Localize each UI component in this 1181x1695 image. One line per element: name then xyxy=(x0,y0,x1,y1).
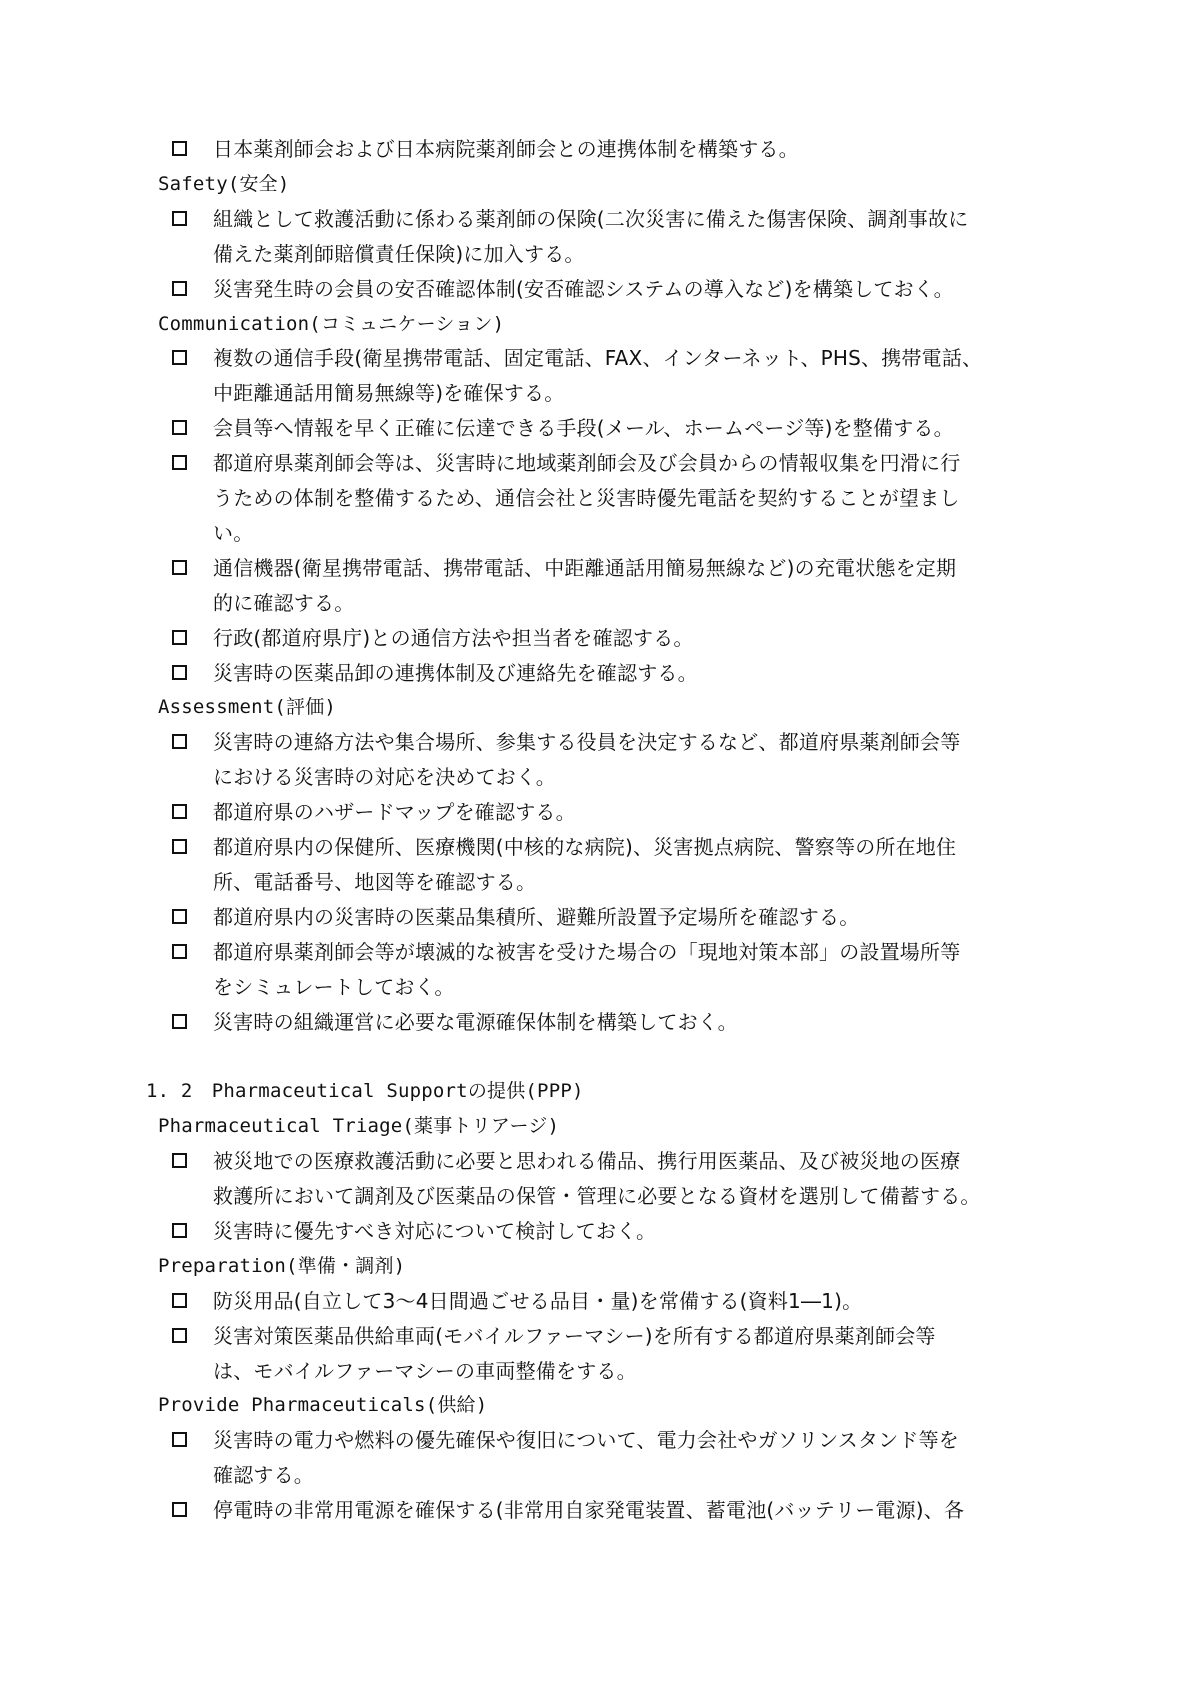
checkbox-icon[interactable] xyxy=(172,944,187,959)
checkbox-icon[interactable] xyxy=(172,560,187,575)
checklist-item-continuation: うための体制を整備するため、通信会社と災害時優先電話を契約することが望まし xyxy=(213,486,960,510)
checklist-item-text: 災害対策医薬品供給車両(モバイルファーマシー)を所有する都道府県薬剤師会等 xyxy=(213,1323,936,1348)
checkbox-icon[interactable] xyxy=(172,1153,187,1168)
checklist-item-text: 組織として救護活動に係わる薬剤師の保険(二次災害に備えた傷害保険、調剤事故に xyxy=(213,206,969,231)
subsection-heading: Safety(安全) xyxy=(158,172,290,195)
checklist-item-text: 被災地での医療救護活動に必要と思われる備品、携行用医薬品、及び被災地の医療 xyxy=(213,1149,961,1174)
checklist-item-text: 日本薬剤師会および日本病院薬剤師会との連携体制を構築する。 xyxy=(213,137,799,161)
checklist-item-text: 防災用品(自立して3～4日間過ごせる品目・量)を常備する(資料1―1)。 xyxy=(213,1288,863,1313)
checklist-item-text: 都道府県薬剤師会等は、災害時に地域薬剤師会及び会員からの情報収集を円滑に行 xyxy=(213,451,961,476)
checkbox-icon[interactable] xyxy=(172,734,187,749)
checklist-item-continuation: 救護所において調剤及び医薬品の保管・管理に必要となる資材を選別して備蓄する。 xyxy=(213,1184,981,1208)
checklist-item-text: 停電時の非常用電源を確保する(非常用自家発電装置、蓄電池(バッテリー電源)、各 xyxy=(213,1498,965,1523)
checklist-item-continuation: 的に確認する。 xyxy=(213,590,355,615)
checklist-item-continuation: い。 xyxy=(213,520,254,545)
checklist-item-text: 複数の通信手段(衛星携帯電話、固定電話、FAX、インターネット、PHS、携帯電話、 xyxy=(213,346,983,371)
subsection-heading: Preparation(準備・調剤) xyxy=(158,1254,406,1277)
checkbox-icon[interactable] xyxy=(172,804,187,819)
checklist-item-continuation: 中距離通話用簡易無線等)を確保する。 xyxy=(213,381,565,406)
checklist-item-continuation: 備えた薬剤師賠償責任保険)に加入する。 xyxy=(213,241,585,266)
subsection-heading: Provide Pharmaceuticals(供給) xyxy=(158,1394,488,1417)
checklist-item-text: 会員等へ情報を早く正確に伝達できる手段(メール、ホームページ等)を整備する。 xyxy=(213,416,954,441)
checkbox-icon[interactable] xyxy=(172,909,187,924)
checkbox-icon[interactable] xyxy=(172,211,187,226)
checkbox-icon[interactable] xyxy=(172,1432,187,1447)
checklist-item-text: 災害発生時の会員の安否確認体制(安否確認システムの導入など)を構築しておく。 xyxy=(213,276,954,301)
checklist-item-continuation: 確認する。 xyxy=(213,1463,314,1488)
checklist-item-text: 都道府県内の災害時の医薬品集積所、避難所設置予定場所を確認する。 xyxy=(213,904,860,929)
checklist-item-text: 都道府県のハザードマップを確認する。 xyxy=(213,800,576,825)
subsection-heading: Communication(コミュニケーション) xyxy=(158,312,505,335)
checkbox-icon[interactable] xyxy=(172,455,187,470)
checklist-item-continuation: 所、電話番号、地図等を確認する。 xyxy=(213,869,537,894)
checkbox-icon[interactable] xyxy=(172,1293,187,1308)
checklist-item-text: 行政(都道府県庁)との通信方法や担当者を確認する。 xyxy=(213,625,694,650)
checklist-item-text: 災害時の電力や燃料の優先確保や復旧について、電力会社やガソリンスタンド等を xyxy=(213,1428,959,1453)
checklist-item-text: 災害時の組織運営に必要な電源確保体制を構築しておく。 xyxy=(213,1009,738,1034)
checkbox-icon[interactable] xyxy=(172,141,187,156)
checkbox-icon[interactable] xyxy=(172,1502,187,1517)
checklist-item-text: 災害時の連絡方法や集合場所、参集する役員を決定するなど、都道府県薬剤師会等 xyxy=(213,730,961,755)
checklist-item-text: 都道府県薬剤師会等が壊滅的な被害を受けた場合の「現地対策本部」の設置場所等 xyxy=(213,939,961,964)
checkbox-icon[interactable] xyxy=(172,1223,187,1238)
subsection-heading: Pharmaceutical Triage(薬事トリアージ) xyxy=(158,1115,560,1138)
checkbox-icon[interactable] xyxy=(172,630,187,645)
checkbox-icon[interactable] xyxy=(172,350,187,365)
checkbox-icon[interactable] xyxy=(172,420,187,435)
subsection-heading: Assessment(評価) xyxy=(158,696,337,719)
checklist-item-text: 都道府県内の保健所、医療機関(中核的な病院)、災害拠点病院、警察等の所在地住 xyxy=(213,835,957,859)
checklist-item-text: 災害時に優先すべき対応について検討しておく。 xyxy=(213,1218,657,1243)
checkbox-icon[interactable] xyxy=(172,665,187,680)
checkbox-icon[interactable] xyxy=(172,839,187,854)
checklist-item-continuation: をシミュレートしておく。 xyxy=(213,974,455,999)
checkbox-icon[interactable] xyxy=(172,1328,187,1343)
checklist-item-continuation: における災害時の対応を決めておく。 xyxy=(213,765,556,790)
checklist-item-text: 通信機器(衛星携帯電話、携帯電話、中距離通話用簡易無線など)の充電状態を定期 xyxy=(213,555,957,580)
checklist-item-continuation: は、モバイルファーマシーの車両整備をする。 xyxy=(213,1358,637,1383)
checkbox-icon[interactable] xyxy=(172,281,187,296)
checklist-item-text: 災害時の医薬品卸の連携体制及び連絡先を確認する。 xyxy=(213,660,698,685)
section-heading: 1. 2 Pharmaceutical Supportの提供(PPP) xyxy=(146,1080,584,1103)
checkbox-icon[interactable] xyxy=(172,1014,187,1029)
